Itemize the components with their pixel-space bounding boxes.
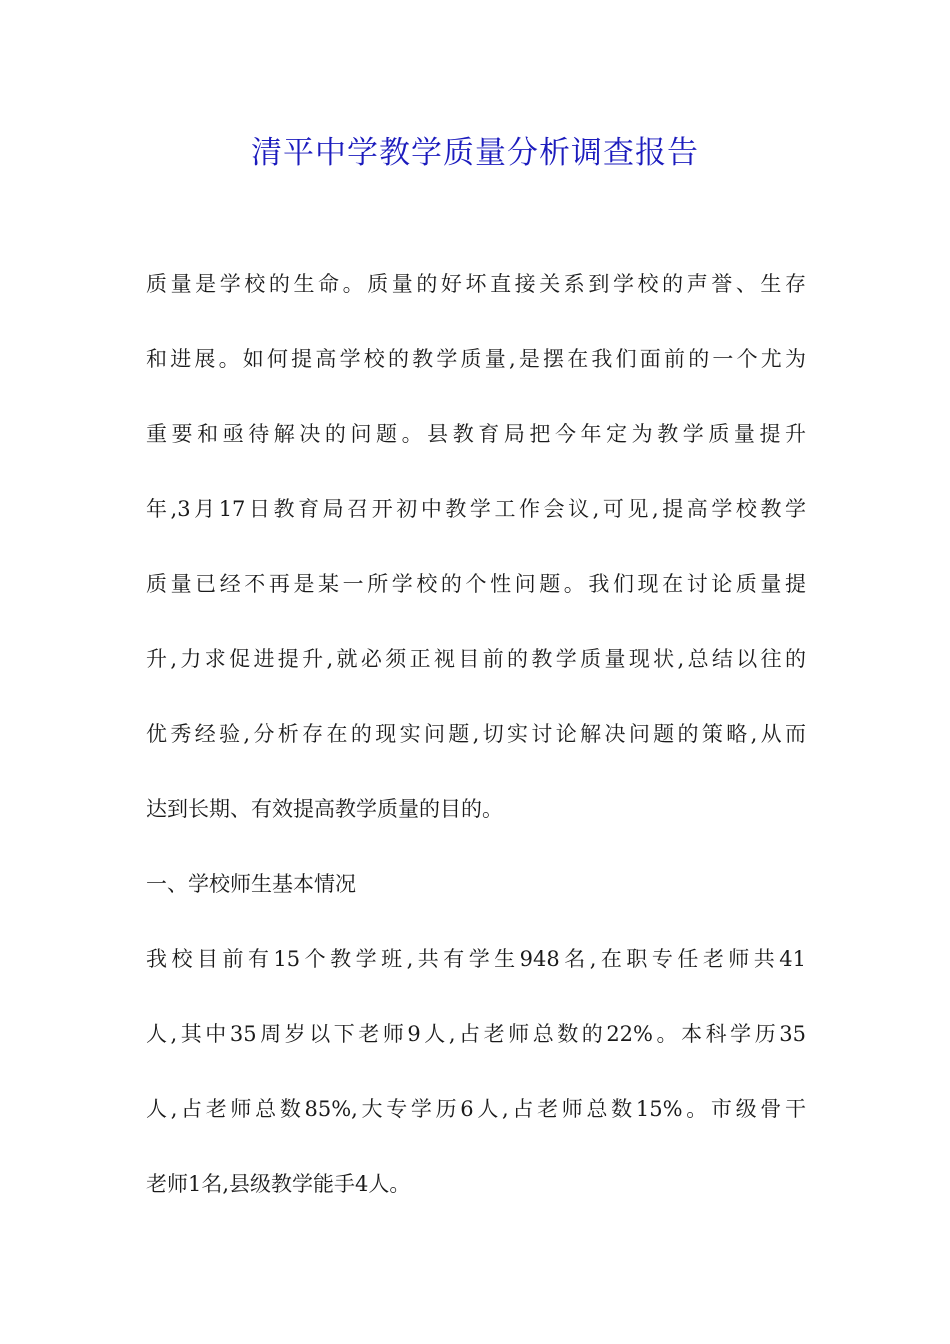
section1-line-3: 人,占老师总数85%,大专学历6人,占老师总数15%。市级骨干	[146, 1097, 806, 1121]
section1-line-4: 老师1名,县级教学能手4人。	[146, 1172, 411, 1196]
intro-line-2: 和进展。如何提高学校的教学质量,是摆在我们面前的一个尤为	[146, 347, 806, 371]
section1-line-2: 人,其中35周岁以下老师9人,占老师总数的22%。本科学历35	[146, 1022, 806, 1046]
section1-heading: 一、学校师生基本情况	[146, 872, 356, 896]
intro-line-6: 升,力求促进提升,就必须正视目前的教学质量现状,总结以往的	[146, 647, 806, 671]
document-title: 清平中学教学质量分析调查报告	[251, 135, 699, 171]
intro-line-8: 达到长期、有效提高教学质量的目的。	[146, 797, 503, 821]
intro-line-7: 优秀经验,分析存在的现实问题,切实讨论解决问题的策略,从而	[146, 722, 806, 746]
document-body	[146, 262, 806, 1237]
intro-line-5: 质量已经不再是某一所学校的个性问题。我们现在讨论质量提	[146, 572, 806, 596]
intro-line-3: 重要和亟待解决的问题。县教育局把今年定为教学质量提升	[146, 422, 806, 446]
section1-line-1: 我校目前有15个教学班,共有学生948名,在职专任老师共41	[146, 947, 806, 971]
intro-line-4: 年,3月17日教育局召开初中教学工作会议,可见,提高学校教学	[146, 497, 806, 521]
intro-line-1: 质量是学校的生命。质量的好坏直接关系到学校的声誉、生存	[146, 272, 806, 296]
